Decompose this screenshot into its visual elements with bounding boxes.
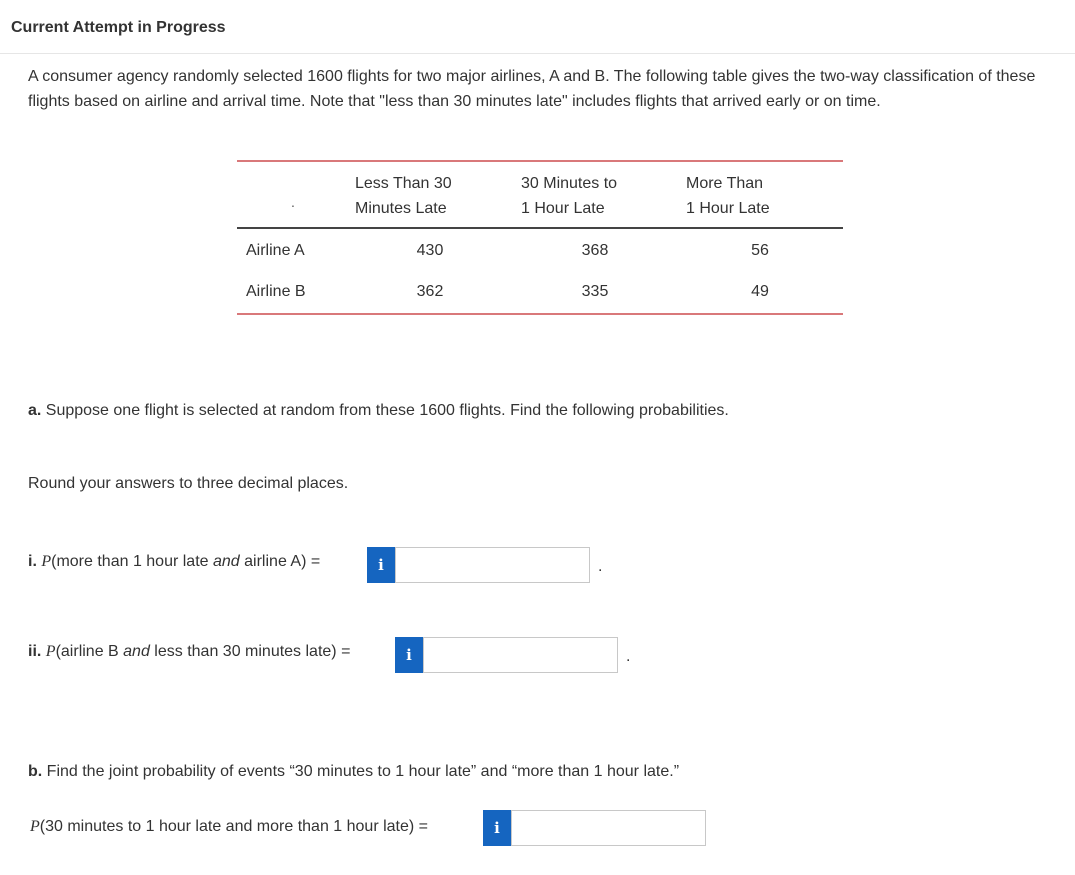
column-header-30-to-1-hour: 30 Minutes to 1 Hour Late	[521, 175, 618, 217]
trailing-period: .	[626, 648, 631, 665]
rounding-instruction: Round your answers to three decimal places.	[28, 475, 349, 492]
answer-input-i[interactable]	[395, 547, 590, 583]
part-b-prompt: b. Find the joint probability of events “30 minutes to 1 hour late” and “more than 1 hour late.”	[28, 763, 680, 780]
question-b-label: P(30 minutes to 1 hour late and more than 1 hour late) =	[30, 818, 429, 835]
info-icon[interactable]: i	[483, 810, 511, 846]
table-cell: 368	[581, 242, 609, 259]
column-header-more-than-1-hour: More Than 1 Hour Late	[686, 175, 770, 217]
table-cell: 335	[581, 283, 609, 300]
row-label-airline-b: Airline B	[246, 283, 306, 300]
problem-intro: A consumer agency randomly selected 1600 flights for two major airlines, A and B. The following table gives the two-way classification of these flights based on airline and arrival time. Note that "less than 30 minutes late" includes flights that arrived early or on time.	[28, 68, 1036, 110]
table-header-rule	[237, 227, 843, 229]
answer-input-b[interactable]	[511, 810, 706, 846]
flight-classification-table	[237, 160, 843, 316]
table-cell: 362	[416, 283, 444, 300]
page-header	[0, 0, 1075, 54]
trailing-period: .	[598, 558, 603, 575]
table-cell: 49	[751, 283, 769, 300]
table-cell: 430	[416, 242, 444, 259]
table-cell: 56	[751, 242, 769, 259]
answer-input-ii[interactable]	[423, 637, 618, 673]
page-title: Current Attempt in Progress	[11, 19, 226, 36]
table-bottom-rule	[237, 313, 843, 315]
info-icon[interactable]: i	[395, 637, 423, 673]
table-corner-cell: .	[291, 194, 295, 210]
part-a-prompt: a. Suppose one flight is selected at random from these 1600 flights. Find the following probabilities.	[28, 402, 729, 419]
question-i-label: i. P(more than 1 hour late and airline A) =	[28, 553, 321, 570]
row-label-airline-a: Airline A	[246, 242, 305, 259]
question-ii-label: ii. P(airline B and less than 30 minutes late) =	[28, 643, 351, 660]
column-header-less-than-30: Less Than 30 Minutes Late	[355, 175, 452, 217]
info-icon[interactable]: i	[367, 547, 395, 583]
table-top-rule	[237, 160, 843, 162]
